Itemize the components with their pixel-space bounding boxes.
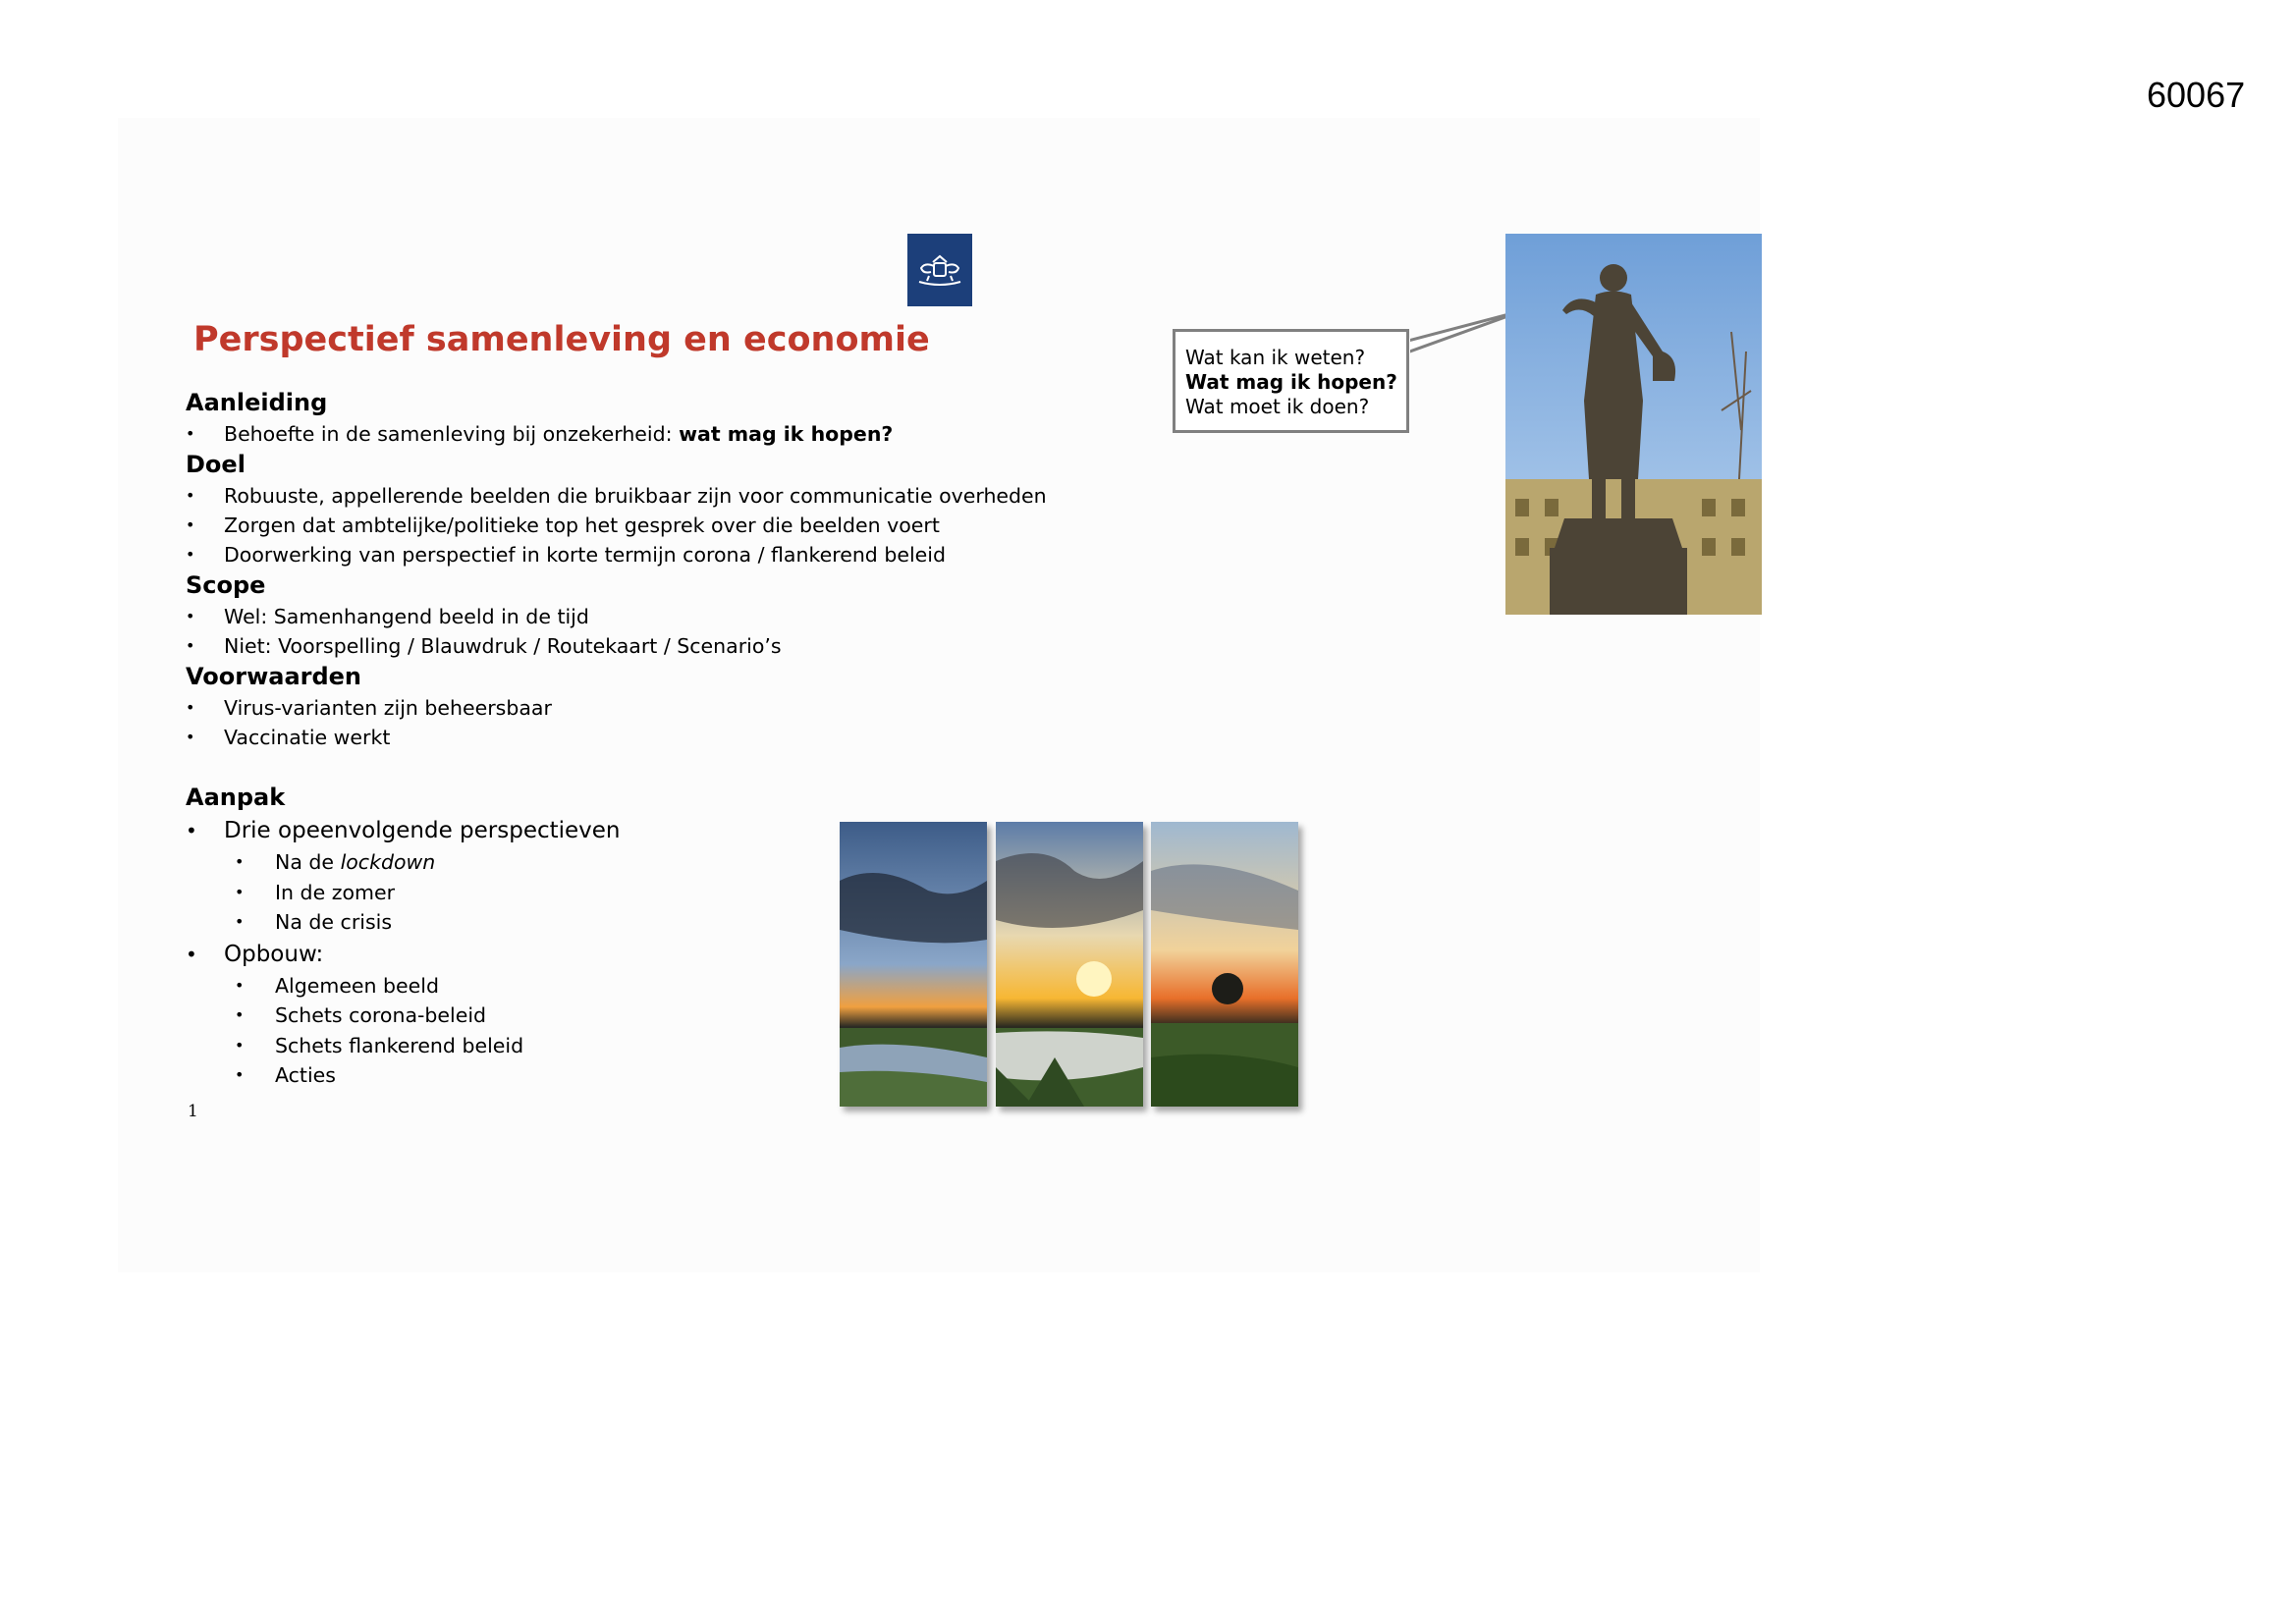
bullet-scope-2: • Niet: Voorspelling / Blauwdruk / Routekaart / Scenario’s xyxy=(186,631,1168,661)
page-number: 1 xyxy=(188,1102,198,1121)
bullet-doel-3: • Doorwerking van perspectief in korte termijn corona / flankerend beleid xyxy=(186,540,1168,569)
rijksoverheid-logo xyxy=(907,234,972,306)
section-heading-aanpak: Aanpak xyxy=(186,784,286,811)
speech-bubble xyxy=(1173,329,1409,433)
section-heading-scope: Scope xyxy=(186,571,266,599)
bullet-scope-1: • Wel: Samenhangend beeld in de tijd xyxy=(186,602,1168,631)
bullet-aanleiding xyxy=(186,419,1168,449)
section-heading-voorwaarden: Voorwaarden xyxy=(186,663,362,690)
sub-bullet-opbouw-3: • Schets flankerend beleid xyxy=(186,1031,1168,1061)
bullet-aanpak-2: • Opbouw: xyxy=(186,938,1168,971)
bullet-text: Behoefte in de samenleving bij onzekerheid: xyxy=(224,422,680,446)
document-id: 60067 xyxy=(2147,75,2246,115)
sub-bullet-zomer: • In de zomer xyxy=(186,878,1168,908)
speech-line-1: Wat kan ik weten? xyxy=(1185,346,1366,369)
sub-bullet-italic-text: lockdown xyxy=(340,850,436,874)
triptych-panel-middle xyxy=(996,822,1143,1107)
bullet-aanpak-1: • Drie opeenvolgende perspectieven xyxy=(186,814,1168,847)
coat-of-arms-icon xyxy=(913,250,966,290)
sub-bullet-text: Na de xyxy=(275,850,341,874)
section-heading-doel: Doel xyxy=(186,451,246,478)
bullet-voorwaarden-2: • Vaccinatie werkt xyxy=(186,723,1168,752)
speech-line-2: Wat mag ik hopen? xyxy=(1185,370,1397,394)
sub-bullet-opbouw-4: • Acties xyxy=(186,1060,1168,1091)
bullet-doel-1: • Robuuste, appellerende beelden die bruikbaar zijn voor communicatie overheden xyxy=(186,481,1168,511)
sub-bullet-opbouw-2: • Schets corona-beleid xyxy=(186,1001,1168,1031)
statue-photo xyxy=(1505,234,1762,615)
slide-title: Perspectief samenleving en economie xyxy=(193,320,930,359)
triptych-panel-right xyxy=(1151,822,1298,1107)
speech-line-3: Wat moet ik doen? xyxy=(1185,395,1370,418)
section-spacer xyxy=(186,752,1168,782)
section-heading-aanleiding: Aanleiding xyxy=(186,389,328,416)
triptych-panel-left xyxy=(840,822,987,1107)
bullet-voorwaarden-1: • Virus-varianten zijn beheersbaar xyxy=(186,693,1168,723)
bullet-doel-2: • Zorgen dat ambtelijke/politieke top het gesprek over die beelden voert xyxy=(186,511,1168,540)
bullet-bold-text: wat mag ik hopen? xyxy=(679,422,894,446)
sub-bullet-crisis: • Na de crisis xyxy=(186,907,1168,938)
sub-bullet-opbouw-1: • Algemeen beeld xyxy=(186,971,1168,1001)
